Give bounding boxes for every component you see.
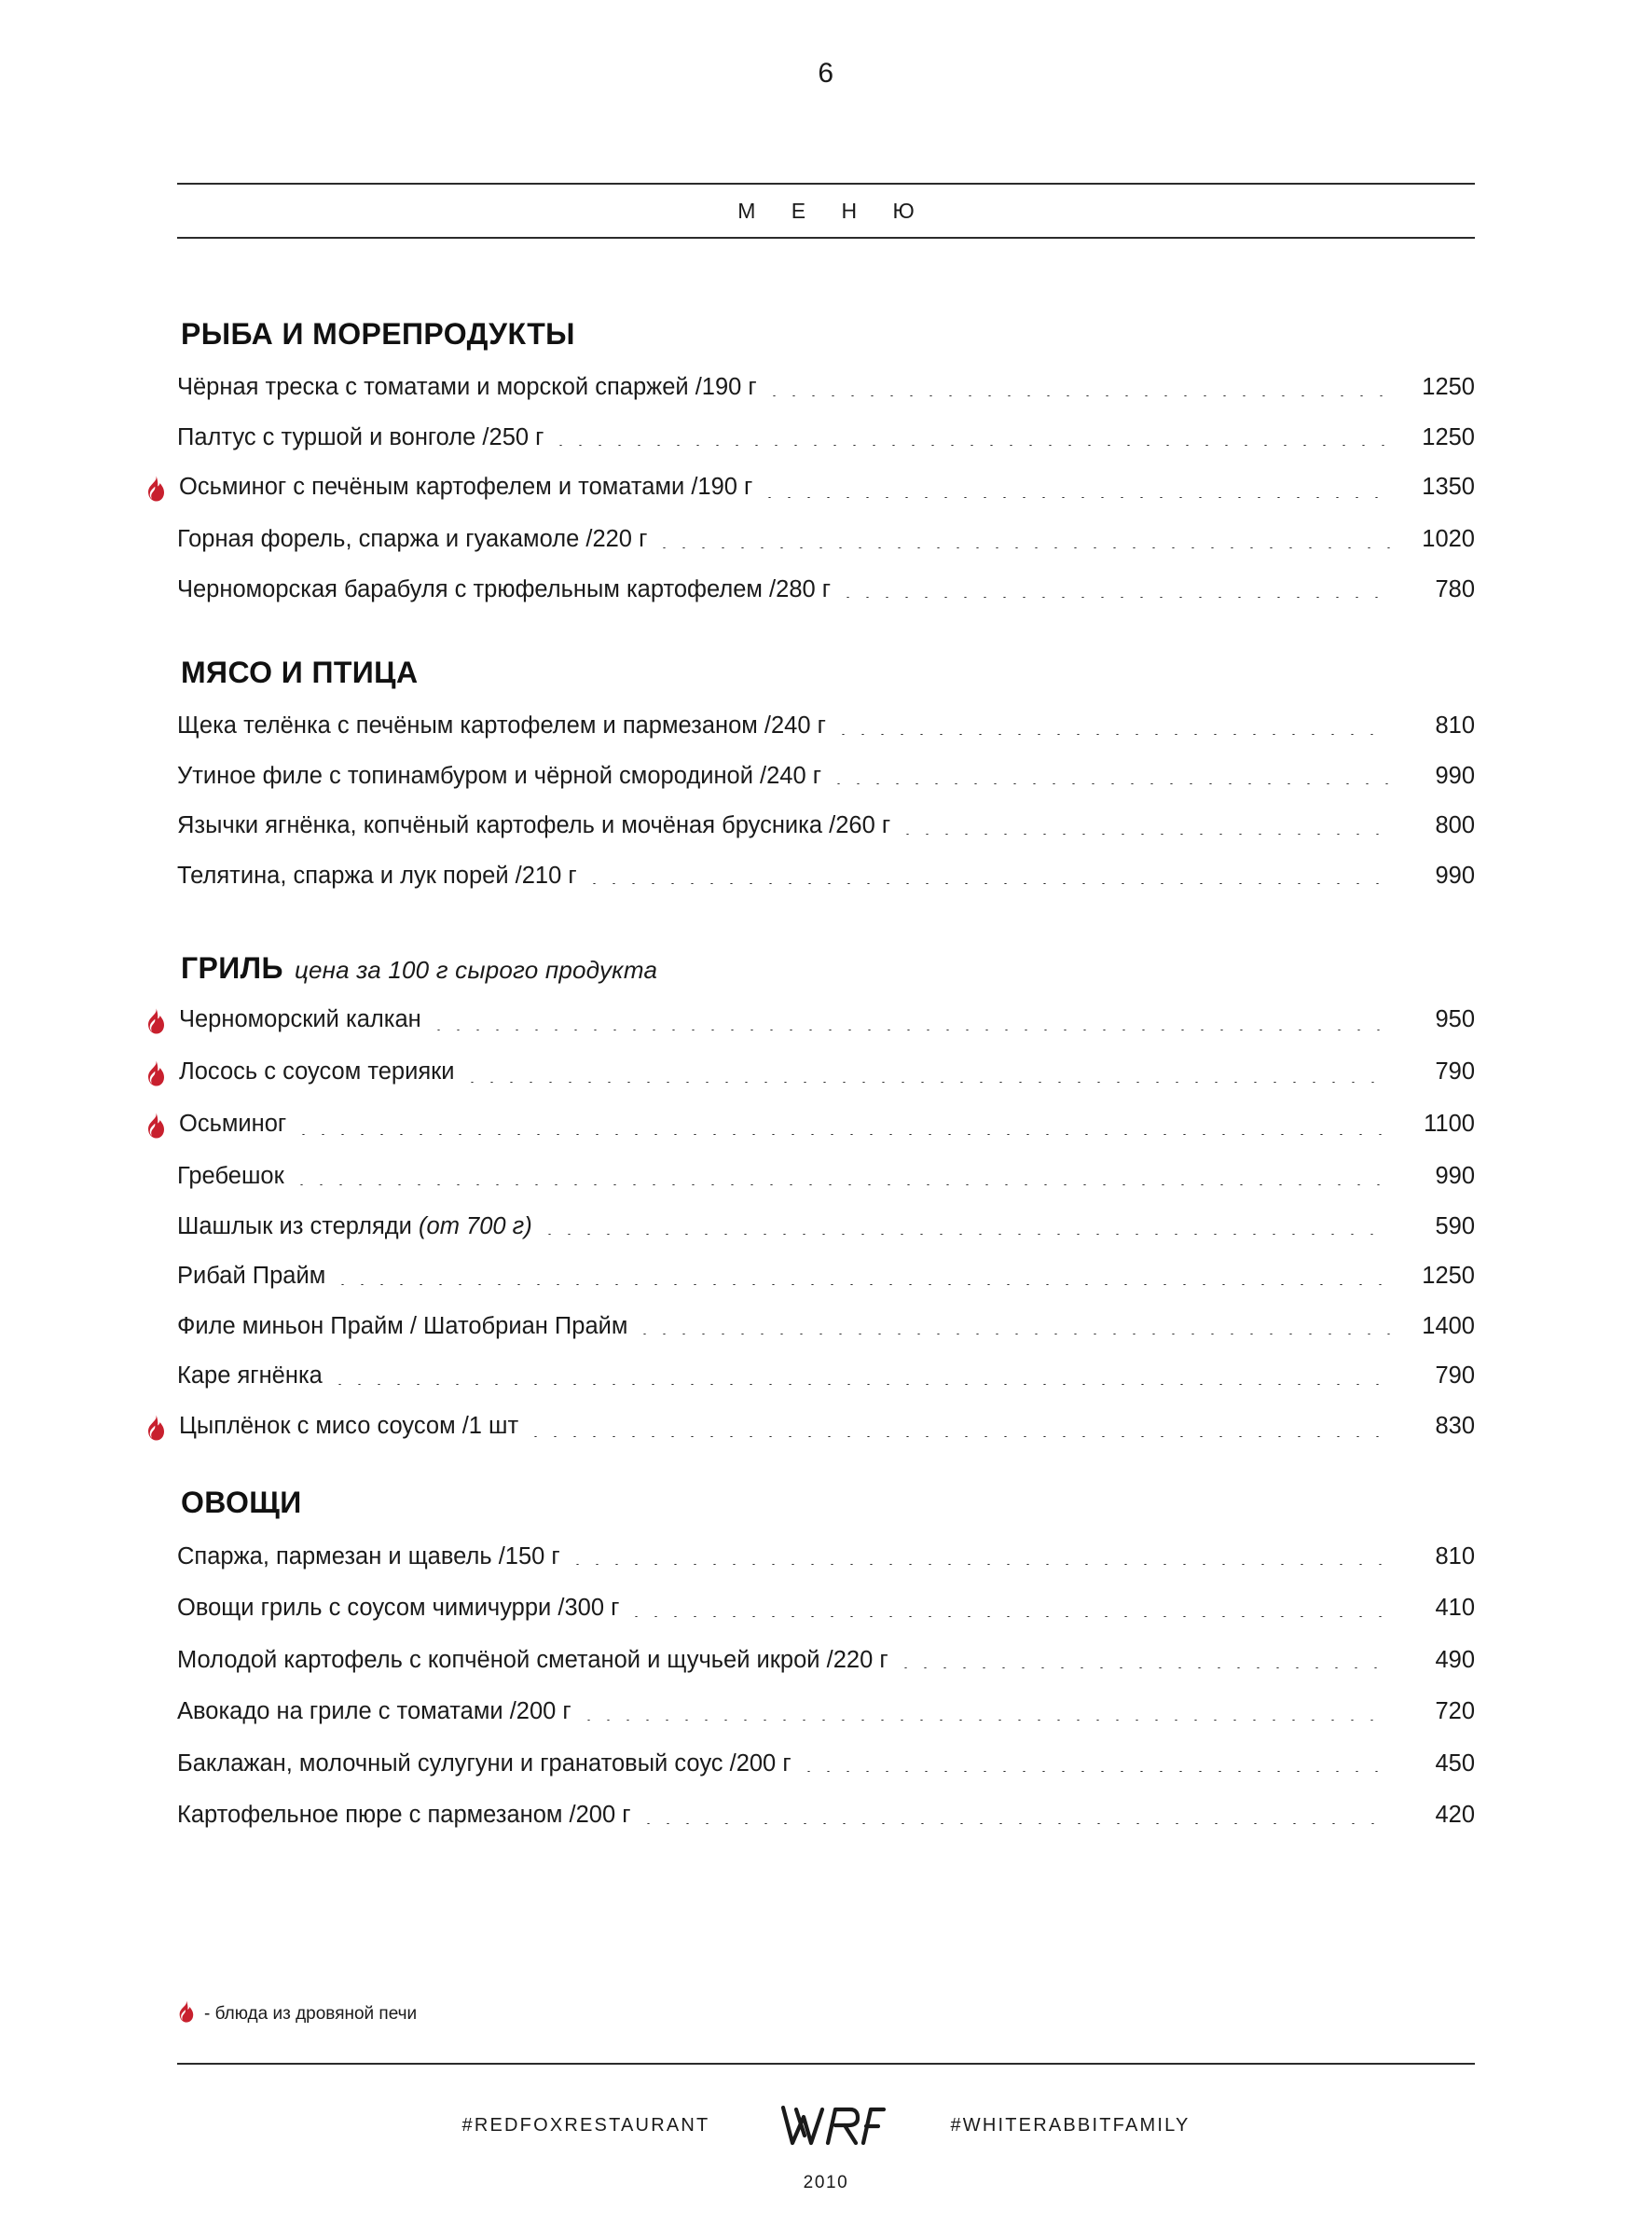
leader-dots [585, 883, 1390, 884]
leader-dots [526, 1436, 1390, 1437]
hashtag-whiterabbitfamily[interactable]: #WHITERABBITFAMILY [950, 2114, 1191, 2136]
menu-item-name: Лосось с соусом терияки [179, 1058, 455, 1085]
menu-item-name: Осьминог [179, 1111, 287, 1137]
leader-dots [294, 1134, 1390, 1135]
menu-item-price: 1350 [1422, 474, 1475, 500]
menu-item[interactable] [177, 1531, 1475, 1583]
menu-banner-title: М Е Н Ю [737, 198, 929, 223]
menu-item-name: Баклажан, молочный сулугуни и гранатовый соус /200 г [177, 1749, 792, 1777]
hashtag-redfox[interactable]: #REDFOXRESTAURANT [461, 2114, 710, 2136]
menu-item-name: Молодой картофель с копчёной сметаной и щучьей икрой /220 г [177, 1646, 888, 1673]
footer-row [462, 2098, 1191, 2152]
flame-icon [145, 1415, 179, 1441]
menu-item-price: 780 [1435, 575, 1475, 602]
menu-item[interactable] [177, 1351, 1475, 1402]
menu-item[interactable] [177, 1402, 1475, 1454]
menu-item-name-note: (от 700 г) [419, 1212, 532, 1239]
leader-dots [654, 547, 1390, 548]
section-meat-title: МЯСО И ПТИЦА [181, 656, 419, 689]
menu-item-price: 1020 [1422, 526, 1475, 552]
menu-item[interactable] [177, 1790, 1475, 1842]
menu-item[interactable] [177, 515, 1475, 565]
menu-item-name: Спаржа, пармезан и щавель /150 г [177, 1542, 560, 1569]
menu-banner [177, 183, 1475, 239]
menu-item[interactable] [177, 1202, 1475, 1252]
menu-item[interactable] [177, 463, 1475, 515]
menu-item-name: Овощи гриль с соусом чимичурри /300 г [177, 1595, 620, 1621]
menu-item[interactable] [177, 1686, 1475, 1738]
leader-dots [333, 1284, 1390, 1285]
menu-item-price: 990 [1435, 1163, 1475, 1189]
menu-item-name: Каре ягнёнка [177, 1362, 323, 1389]
leader-dots [838, 597, 1390, 598]
flame-icon [145, 1008, 179, 1034]
menu-item[interactable] [177, 752, 1475, 802]
leader-dots [833, 734, 1390, 735]
menu-item[interactable] [177, 995, 1475, 1047]
menu-content [177, 239, 1475, 1842]
menu-item-name: Рибай Прайм [177, 1263, 326, 1289]
menu-item-price: 590 [1435, 1212, 1475, 1239]
menu-item[interactable] [177, 413, 1475, 463]
menu-item-name: Цыплёнок с мисо соусом /1 шт [179, 1412, 519, 1439]
menu-item-name: Черноморская барабуля с трюфельным картофелем /280 г [177, 575, 832, 602]
menu-item-name: Щека телёнка с печёным картофелем и пармезаном /240 г [177, 712, 826, 739]
menu-item-price: 950 [1435, 1006, 1475, 1032]
menu-item[interactable] [177, 1152, 1475, 1202]
menu-item-price: 1250 [1422, 374, 1475, 400]
menu-item-name: Горная форель, спаржа и гуакамоле /220 г [177, 526, 648, 552]
menu-item[interactable] [177, 1738, 1475, 1791]
menu-item[interactable] [177, 851, 1475, 902]
leader-dots [540, 1234, 1390, 1235]
section-vegetables-heading [181, 1486, 1475, 1520]
page-footer [0, 2098, 1652, 2193]
menu-item-price: 450 [1435, 1749, 1475, 1777]
menu-item[interactable] [177, 1302, 1475, 1352]
section-grill-subtitle: цена за 100 г сырого продукта [294, 956, 658, 984]
menu-item-price: 720 [1435, 1698, 1475, 1724]
menu-item-price: 990 [1435, 762, 1475, 789]
menu-item-price: 1250 [1422, 1263, 1475, 1289]
menu-item-name [177, 1212, 540, 1239]
menu-item[interactable] [177, 565, 1475, 615]
leader-dots [764, 395, 1390, 396]
section-fish [177, 317, 1475, 615]
menu-item-name: Осьминог с печёным картофелем и томатами /190 г [179, 474, 753, 500]
menu-item-price: 1250 [1422, 423, 1475, 450]
leader-dots [330, 1384, 1390, 1385]
menu-item-price: 810 [1435, 712, 1475, 739]
page-number: 6 [818, 58, 834, 89]
leader-dots [799, 1771, 1390, 1772]
leader-dots [896, 1667, 1390, 1668]
leader-dots [551, 445, 1390, 446]
menu-item-name: Язычки ягнёнка, копчёный картофель и мочёная брусника /260 г [177, 812, 891, 838]
menu-item[interactable] [177, 1251, 1475, 1302]
section-grill-title: ГРИЛЬ [181, 951, 283, 985]
menu-item-price: 790 [1435, 1058, 1475, 1085]
menu-item-name: Филе миньон Прайм / Шатобриан Прайм [177, 1312, 628, 1339]
section-grill-heading [181, 951, 1475, 986]
leader-dots [639, 1823, 1390, 1824]
leader-dots [568, 1564, 1390, 1565]
menu-item-name: Телятина, спаржа и лук порей /210 г [177, 862, 577, 889]
menu-item-price: 830 [1435, 1412, 1475, 1439]
legend-text: - блюда из дровяной печи [204, 2004, 418, 2024]
menu-item[interactable] [177, 363, 1475, 413]
section-grill [177, 951, 1475, 1454]
menu-item-name: Гребешок [177, 1163, 284, 1189]
menu-item-name: Чёрная треска с томатами и морской спаржей /190 г [177, 374, 757, 400]
section-meat-heading [181, 656, 1475, 690]
menu-item-price: 1100 [1424, 1111, 1475, 1137]
leader-dots [579, 1720, 1390, 1721]
section-meat [177, 656, 1475, 901]
menu-item-price: 990 [1435, 862, 1475, 889]
leader-dots [760, 497, 1390, 498]
menu-item-price: 790 [1435, 1362, 1475, 1389]
menu-item[interactable] [177, 1583, 1475, 1635]
leader-dots [626, 1616, 1390, 1617]
footer-divider [177, 2063, 1475, 2065]
menu-item-price: 490 [1435, 1646, 1475, 1673]
menu-item-price: 810 [1435, 1542, 1475, 1569]
wrf-logo-icon [769, 2098, 890, 2152]
flame-icon [177, 2000, 195, 2028]
section-fish-title: РЫБА И МОРЕПРОДУКТЫ [181, 317, 575, 351]
footer-year: 2010 [803, 2173, 849, 2192]
menu-item[interactable] [177, 701, 1475, 752]
menu-item-name: Утиное филе с топинамбуром и чёрной смородиной /240 г [177, 762, 822, 789]
menu-item-name-main: Шашлык из стерляди [177, 1212, 420, 1239]
section-vegetables [177, 1486, 1475, 1842]
flame-icon [145, 1113, 179, 1139]
flame-icon [145, 476, 179, 502]
menu-item[interactable] [177, 1047, 1475, 1099]
menu-item-price: 800 [1435, 812, 1475, 838]
flame-icon [145, 1060, 179, 1086]
menu-item[interactable] [177, 1099, 1475, 1152]
leader-dots [829, 783, 1390, 784]
section-vegetables-title: ОВОЩИ [181, 1485, 302, 1519]
leader-dots [292, 1184, 1390, 1185]
leader-dots [462, 1082, 1390, 1083]
section-fish-heading [181, 317, 1475, 352]
menu-item-price: 410 [1435, 1595, 1475, 1621]
menu-item[interactable] [177, 801, 1475, 851]
menu-item-price: 420 [1435, 1802, 1475, 1828]
leader-dots [898, 834, 1390, 835]
menu-item-price: 1400 [1422, 1312, 1475, 1339]
menu-item-name: Авокадо на гриле с томатами /200 г [177, 1698, 571, 1724]
menu-item[interactable] [177, 1635, 1475, 1687]
legend [177, 2000, 417, 2028]
menu-item-name: Черноморский калкан [179, 1006, 421, 1032]
menu-item-name: Картофельное пюре с пармезаном /200 г [177, 1802, 631, 1828]
menu-item-name: Палтус с туршой и вонголе /250 г [177, 423, 544, 450]
